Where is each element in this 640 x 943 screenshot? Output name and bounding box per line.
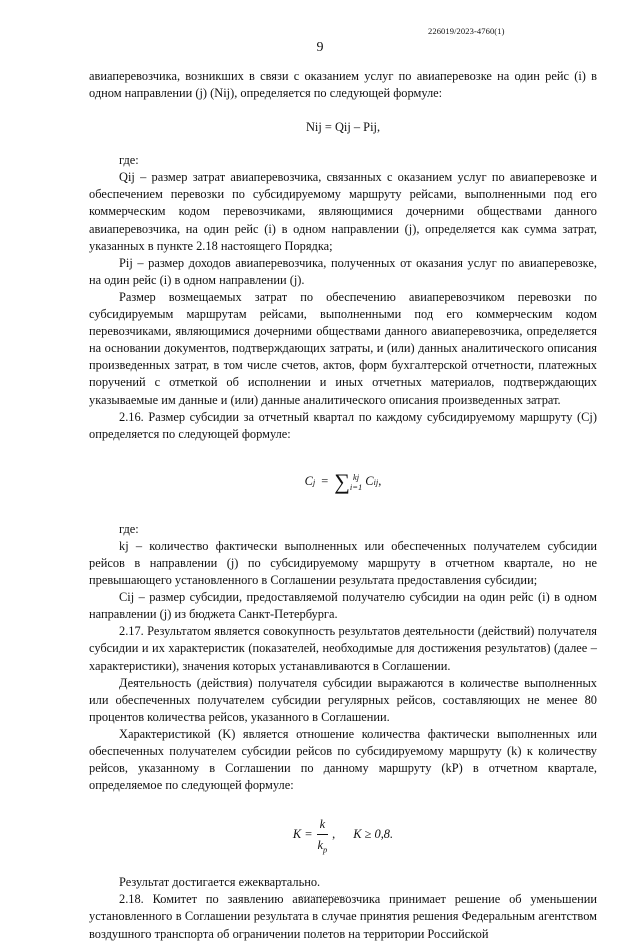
formula-cj-lhs: C [304, 474, 313, 489]
page-number: 9 [316, 40, 324, 55]
formula-cj-term: C [365, 474, 374, 489]
formula-k-fraction [317, 814, 329, 855]
paragraph-activity: Деятельность (действия) получателя субсидии выражаются в количестве выполненных или обеспеченных получателем субсидии регулярных рейсов, составляющих не менее 80 процентов количества рейсов, указанного в Соглашении. [89, 675, 597, 724]
definition-pij: Pij – размер доходов авиаперевозчика, полученных от оказания услуг по авиаперевозке, на один рейс (i) в одном направлении (j). [89, 255, 597, 287]
formula-k-denominator-sub: p [323, 844, 328, 855]
formula-nij: Nij = Qij – Pij, [305, 120, 381, 135]
paragraph-intro: авиаперевозчика, возникших в связи с оказанием услуг по авиаперевозке на один рейс (i) в одном направлении (j) (Nij), определяется по следующей формуле: [89, 69, 597, 101]
definition-qij: Qij – размер затрат авиаперевозчика, связанных с оказанием услуг по авиаперевозке и обеспечением перевозки по субсидируемому маршруту рейсами, выполненными под его коммерческим кодом перевозчиками, являющимися дочерними обществами данного авиаперевозчика, на один рейс (i) в одном направлении (j), определяется как сумма затрат, указанных в пункте 2.18 настоящего Порядка; [89, 170, 597, 253]
formula-k: K = $\frac{k}{k_p}$ , K ≥ 0,8. [89, 802, 597, 866]
formula-cj-sum: ∑ [334, 469, 350, 495]
where-label-1: где: [119, 153, 139, 168]
document-number: 226019/2023-4760(1) [428, 26, 505, 36]
formula-k-lhs: K = [292, 826, 313, 841]
definition-kj: kj – количество фактически выполненных или обеспеченных получателем субсидии рейсов в направлении (j) по субсидируемому маршруту в отчетном квартале, но не превышающего установленного в Соглашении результата предоставления субсидии; [89, 538, 597, 588]
paragraph-2-16: 2.16. Размер субсидии за отчетный квартал по каждому субсидируемому маршруту (Cj) определяется по следующей формуле: [89, 409, 597, 441]
where-label-2: где: [119, 521, 139, 536]
formula-k-numerator: k [317, 814, 329, 835]
paragraph-cost-size: Размер возмещаемых затрат по обеспечению авиаперевозчиком перевозки по субсидируемым маршрутам рейсами, выполненными под его коммерческим кодом перевозчиками, являющимися дочерними обществами данного авиаперевозчика, определяется на основании документов, подтверждающих затраты, и (или) данных аналитического описания произведенных затрат, в том числе счетов, актов, форм бухгалтерской отчетности, платежных поручений с отметкой об исполнении и иных отчетных материалов, подтверждающих указываемые им данные и (или) данные аналитического описания произведенных затрат. [89, 289, 597, 407]
formula-cj-sum-sub: i=1 [349, 481, 363, 492]
paragraph-2-17: 2.17. Результатом является совокупность результатов деятельности (действий) получателя субсидии и их характеристик (показателей, необходимые для достижения результатов) (далее – характеристики), значения которых устанавливаются в Соглашении. [89, 624, 597, 673]
formula-cj-end: , [378, 474, 382, 489]
paragraph-2-18: 2.18. Комитет по заявлению авиаперевозчика принимает решение об уменьшении установленного в Соглашении результата в случае принятия решения Федеральным агентством воздушного транспорта об ограничении полетов на территории Российской [89, 892, 597, 941]
paragraph-characteristic: Характеристикой (K) является отношение количества фактически выполненных или обеспеченных получателем субсидии рейсов по субсидируемому маршруту (k) к количеству рейсов, указанному в Соглашении по данному маршруту (kP) в отчетном квартале, определяемое по следующей формуле: [89, 726, 597, 793]
formula-k-denominator: k [317, 837, 323, 852]
definition-cij: Cij – размер субсидии, предоставляемой получателю субсидии на один рейс (i) в одном направлении (j) из бюджета Санкт-Петербурга. [89, 590, 597, 622]
formula-cj-eq: = [321, 474, 329, 489]
document-body [89, 68, 597, 943]
formula-cj: C j = ∑ kj i=1 C ij , [304, 469, 382, 495]
paragraph-result: Результат достигается ежеквартально. [119, 875, 321, 890]
formula-cj-sum-sup: kj [353, 471, 360, 482]
page-footer-mark [300, 896, 350, 900]
formula-k-condition: K ≥ 0,8. [353, 826, 394, 841]
